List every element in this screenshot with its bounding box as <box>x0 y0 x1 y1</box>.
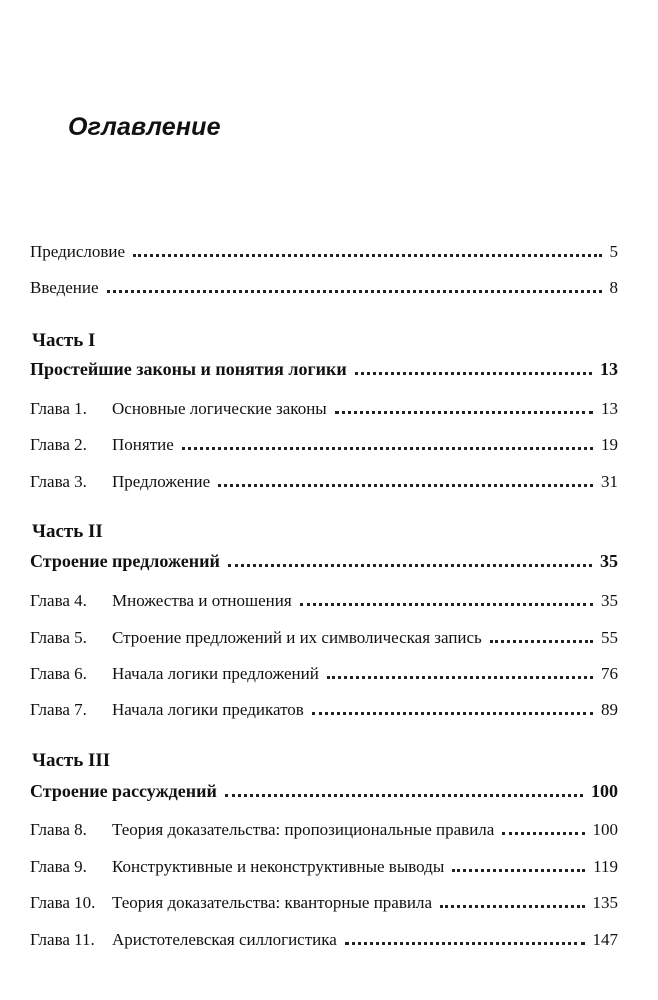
chapter-number: Глава 11. <box>30 930 95 949</box>
chapter-page: 13 <box>601 399 618 418</box>
dot-leader <box>228 564 592 567</box>
toc-heading: Оглавление <box>68 113 221 141</box>
chapter-page: 19 <box>601 435 618 454</box>
chapter-title: Основные логические законы <box>112 399 327 418</box>
chapter-number: Глава 9. <box>30 857 87 876</box>
dot-leader <box>300 603 593 606</box>
chapter-page: 55 <box>601 628 618 647</box>
chapter-title: Аристотелевская силлогистика <box>112 930 337 949</box>
chapter-page: 135 <box>592 893 618 912</box>
chapter-number: Глава 1. <box>30 399 87 418</box>
dot-leader <box>490 640 593 643</box>
entry-title: Введение <box>30 278 99 297</box>
dot-leader <box>440 905 585 908</box>
toc-chapter-entry[interactable] <box>30 851 618 877</box>
toc-chapter-entry[interactable] <box>30 924 618 950</box>
toc-chapter-entry[interactable] <box>30 466 618 492</box>
part-title: Строение рассуждений <box>30 781 217 801</box>
chapter-number: Глава 4. <box>30 591 87 610</box>
dot-leader <box>225 794 583 797</box>
toc-chapter-entry[interactable] <box>30 814 618 840</box>
chapter-number: Глава 10. <box>30 893 96 912</box>
toc-part-title[interactable] <box>30 546 618 572</box>
chapter-page: 89 <box>601 700 618 719</box>
part-title: Простейшие законы и понятия логики <box>30 359 347 379</box>
chapter-number: Глава 7. <box>30 700 87 719</box>
chapter-page: 35 <box>601 591 618 610</box>
toc-chapter-entry[interactable] <box>30 622 618 648</box>
chapter-title: Теория доказательства: кванторные правила <box>112 893 432 912</box>
chapter-title: Предложение <box>112 472 211 491</box>
chapter-page: 119 <box>593 857 618 876</box>
part-label: Часть III <box>32 750 111 771</box>
chapter-title: Теория доказательства: пропозициональные правила <box>112 820 495 839</box>
chapter-title: Конструктивные и неконструктивные выводы <box>112 857 445 876</box>
part-page: 35 <box>600 551 618 571</box>
toc-chapter-entry[interactable] <box>30 393 618 419</box>
chapter-number: Глава 2. <box>30 435 87 454</box>
dot-leader <box>312 712 593 715</box>
part-label: Часть II <box>32 521 103 542</box>
entry-title: Предисловие <box>30 242 126 261</box>
chapter-page: 100 <box>592 820 618 839</box>
chapter-page: 76 <box>601 664 618 683</box>
toc-chapter-entry[interactable] <box>30 585 618 611</box>
toc-part-title[interactable] <box>30 354 618 380</box>
toc-part-title[interactable] <box>30 776 618 802</box>
dot-leader <box>107 290 602 293</box>
dot-leader <box>452 869 585 872</box>
chapter-title: Множества и отношения <box>112 591 292 610</box>
dot-leader <box>335 411 593 414</box>
chapter-title: Начала логики предложений <box>112 664 319 683</box>
part-page: 13 <box>600 359 618 379</box>
chapter-number: Глава 8. <box>30 820 87 839</box>
chapter-title: Начала логики предикатов <box>112 700 304 719</box>
dot-leader <box>502 832 584 835</box>
part-page: 100 <box>591 781 618 801</box>
entry-page: 5 <box>609 242 618 261</box>
dot-leader <box>218 484 593 487</box>
toc-chapter-entry[interactable] <box>30 887 618 913</box>
toc-chapter-entry[interactable] <box>30 694 618 720</box>
chapter-number: Глава 5. <box>30 628 87 647</box>
chapter-title: Строение предложений и их символическая запись <box>112 628 482 647</box>
chapter-page: 147 <box>592 930 618 949</box>
dot-leader <box>345 942 585 945</box>
part-label: Часть I <box>32 330 96 351</box>
chapter-title: Понятие <box>112 435 174 454</box>
chapter-number: Глава 3. <box>30 472 87 491</box>
dot-leader <box>327 676 593 679</box>
dot-leader <box>182 447 593 450</box>
entry-page: 8 <box>609 278 618 297</box>
toc-chapter-entry[interactable] <box>30 658 618 684</box>
toc-entry-preface[interactable] <box>30 236 618 262</box>
chapter-number: Глава 6. <box>30 664 87 683</box>
toc-chapter-entry[interactable] <box>30 429 618 455</box>
part-title: Строение предложений <box>30 551 220 571</box>
dot-leader <box>133 254 601 257</box>
chapter-page: 31 <box>601 472 618 491</box>
dot-leader <box>355 372 592 375</box>
toc-entry-intro[interactable] <box>30 272 618 298</box>
